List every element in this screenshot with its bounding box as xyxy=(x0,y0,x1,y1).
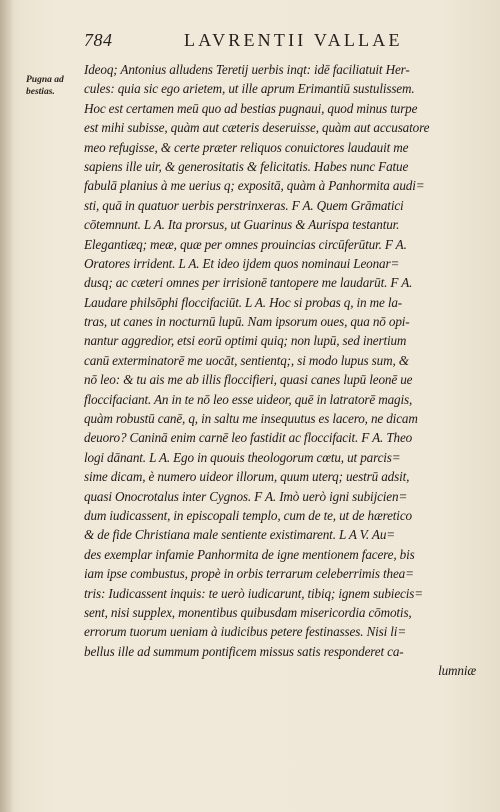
text-line: Hoc est certamen meū quo ad bestias pugnaui, quod minus turpe xyxy=(84,100,418,116)
catchword: lumniæ xyxy=(438,663,476,679)
text-line: deuoro? Caninā enim carnē leo fastidit ac floccifacit. F A. Theo xyxy=(84,430,413,446)
text-line: Elegantiæq; meæ, quæ per omnes prouincias circūferūtur. F A. xyxy=(84,236,407,252)
text-line: errorum tuorum ueniam à iudicibus petere festinasses. Nisi li= xyxy=(84,624,407,640)
text-line: sapiens ille uir, & generositatis & felicitatis. Habes nunc Fatue xyxy=(84,158,409,174)
text-line: Oratores irrident. L A. Et ideo ijdem quos nominaui Leonar= xyxy=(84,255,400,271)
text-line: quàm robustū canē, q, in saltu me insequutus es lacero, ne dicam xyxy=(84,411,418,427)
running-head: LAVRENTII VALLAE xyxy=(184,30,403,50)
text-line: sti, quā in quatuor uerbis perstrinxeras. F A. Quem Grāmatici xyxy=(84,197,404,213)
text-line: nō leo: & tu ais me ab illis floccifieri, quasi canes lupū leonē ue xyxy=(84,372,413,388)
text-line: sime dicam, è numero uideor illorum, quum uterq; uestrū adsit, xyxy=(84,469,410,485)
text-line: Laudare philsōphi floccifaciūt. L A. Hoc si probas q, in me la- xyxy=(84,294,403,310)
text-line: quasi Onocrotalus inter Cygnos. F A. Imò uerò igni subijcien= xyxy=(84,488,408,504)
page-header xyxy=(84,30,474,54)
text-line: sent, nisi supplex, monentibus quibusdam misericordia cōmotis, xyxy=(84,604,412,620)
text-line: tras, ut canes in nocturnū lupū. Nam ipsorum oues, qua nō opi- xyxy=(84,314,410,330)
text-line: & de fide Christiana male sentiente existimarent. L A V. Au= xyxy=(84,527,396,543)
spine-shadow xyxy=(0,0,14,812)
text-line: dum iudicassent, in episcopali templo, cum de te, ut de hæretico xyxy=(84,507,412,523)
text-line: cōtemnunt. L A. Ita prorsus, ut Guarinus & Aurispa testantur. xyxy=(84,217,400,233)
text-line: logi dānant. L A. Ego in quouis theologorum cœtu, ut parcis= xyxy=(84,449,401,465)
text-line: fabulā planius à me uerius q; expositā, quàm à Panhormita audi= xyxy=(84,178,425,194)
text-line: meo refugisse, & certe præter reliquos conuictores laudauit me xyxy=(84,139,409,155)
text-line: iam ipse combustus, propè in orbis terrarum celeberrimis thea= xyxy=(84,566,414,582)
text-line: Ideoq; Antonius alludens Teretij uerbis inqt: idē faciliatuit Her- xyxy=(84,62,410,77)
text-line: dusq; ac cæteri omnes per irrisionē tantopere me laudarūt. F A. xyxy=(84,275,413,291)
text-line: tris: Iudicassent inquis: te uerò iudicarunt, tibiq; ignem subiecis= xyxy=(84,585,423,601)
text-line: bellus ille ad summum pontificem missus satis responderet ca- xyxy=(84,643,404,659)
text-line: cules: quia sic ego arietem, ut ille aprum Erimantiū sustulissem. xyxy=(84,81,415,97)
page-number: 784 xyxy=(84,30,113,50)
text-line: floccifaciant. An in te nō leo esse uideor, quē in latratorē magis, xyxy=(84,391,413,407)
body-text xyxy=(84,60,476,681)
text-line: des exemplar infamie Panhormita de igne mentionem facere, bis xyxy=(84,546,415,562)
margin-note: Pugna ad bestias. xyxy=(26,75,64,97)
text-line: est mihi subisse, quàm aut cæteris deseruisse, quàm aut accusatore xyxy=(84,120,430,136)
text-line: canū exterminatorē me uocāt, sentientq;, si modo lupus sum, & xyxy=(84,352,409,368)
text-line: nantur aggredior, etsi eorū optimi quiq; non lupū, sed inertium xyxy=(84,333,407,349)
